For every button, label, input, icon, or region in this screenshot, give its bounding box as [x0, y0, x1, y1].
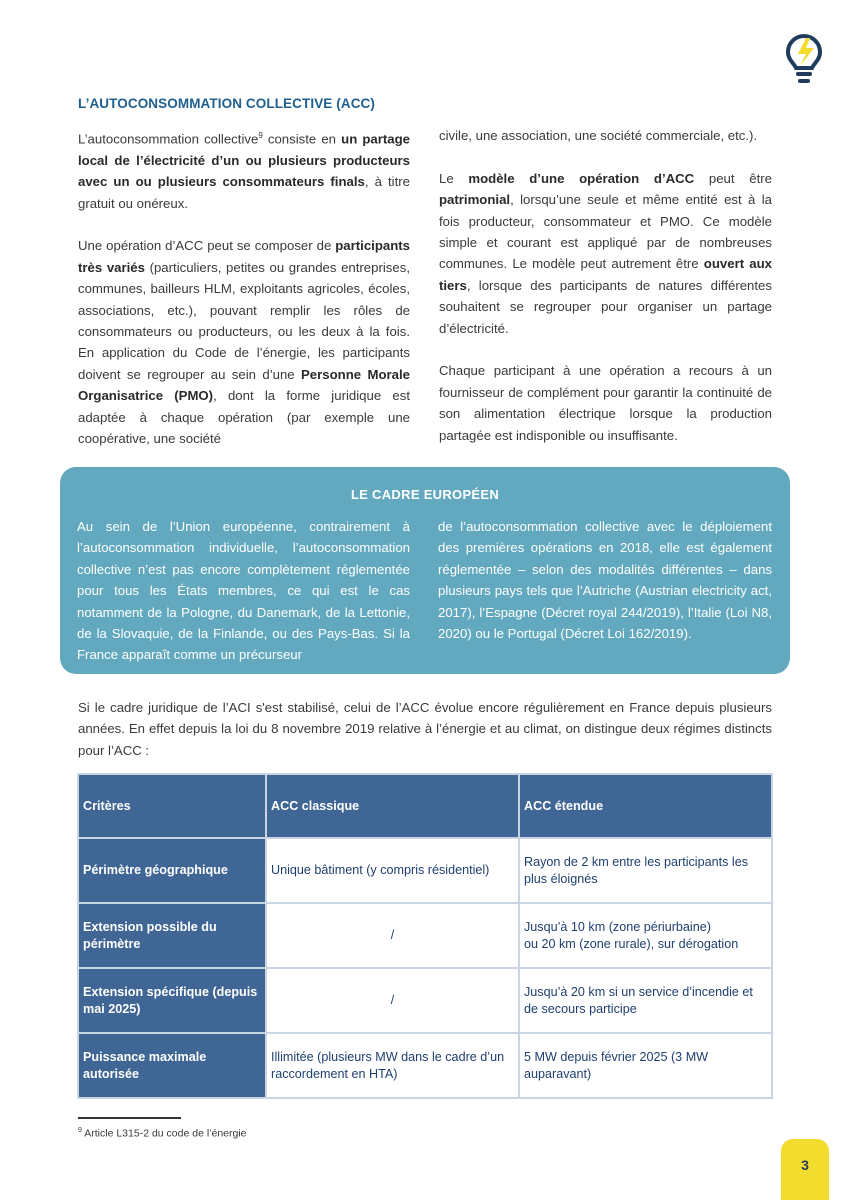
paragraph-model: [439, 168, 772, 339]
cell-acc-classique: /: [266, 903, 519, 968]
text-span: Le: [439, 170, 469, 186]
cell-acc-classique: Illimitée (plusieurs MW dans le cadre d’un raccordement en HTA): [266, 1033, 519, 1098]
header-criteria: Critères: [78, 774, 266, 838]
bold-text: patrimonial: [439, 192, 511, 208]
cell-acc-etendue: Jusqu’à 10 km (zone périurbaine) ou 20 km (zone rurale), sur dérogation: [519, 903, 772, 968]
footnote-ref[interactable]: 9: [258, 131, 263, 140]
page-number: 3: [801, 1157, 809, 1173]
page-number-tab: [781, 1139, 829, 1200]
row-criterion: Périmètre géographique: [78, 838, 266, 903]
text-span: , dont la forme juridique est adaptée à chaque opération (par exemple une coopérative, une société: [78, 388, 410, 447]
acc-comparison-table: [77, 773, 773, 1099]
header-acc-classique: ACC classique: [266, 774, 519, 838]
text-span: Une opération d’ACC peut se composer de: [78, 238, 336, 254]
eu-paragraph-right: de l’autoconsommation collective avec le déploiement des premières opérations en 2018, elle est également réglementée – selon des modalités différentes – dans plusieurs pays tels que l’Autriche (Austrian electricity act, 2017), l’Espagne (Décret royal 244/2019), l’Italie (Loi N8, 2020) ou le Portugal (Décret Loi 162/2019).: [438, 519, 772, 642]
european-framework-left-text: [77, 516, 410, 666]
cell-acc-etendue: Jusqu’à 20 km si un service d’incendie et de secours participe: [519, 968, 772, 1033]
bold-text: modèle d’une opération d’ACC: [468, 170, 695, 186]
row-criterion: Extension spécifique (depuis mai 2025): [78, 968, 266, 1033]
table-row: [78, 968, 772, 1033]
regimes-intro-paragraph: Si le cadre juridique de l’ACI s'est stabilisé, celui de l’ACC évolue encore régulièrement en France depuis plusieurs années. En effet depuis la loi du 8 novembre 2019 relative à l’énergie et au climat, on distingue deux régimes distincts pour l’ACC :: [78, 700, 772, 758]
bold-text: ouvert aux tiers: [439, 256, 772, 293]
footnote-number: 9: [78, 1127, 82, 1134]
cell-acc-classique: /: [266, 968, 519, 1033]
text-span: peut être: [694, 170, 772, 186]
bold-text: un partage local de l’électricité d’un ou plusieurs producteurs avec un ou plusieurs consommateurs finals: [78, 131, 410, 190]
text-span: , à titre gratuit ou onéreux.: [78, 174, 411, 211]
cell-acc-classique: Unique bâtiment (y compris résidentiel): [266, 838, 519, 903]
cell-acc-etendue: Rayon de 2 km entre les participants les plus éloignés: [519, 838, 772, 903]
text-span: , lorsque des participants de natures différentes souhaitent se regrouper pour organiser un partage d’électricité.: [439, 277, 772, 336]
paragraph-continuation: civile, une association, une société commerciale, etc.).: [439, 128, 758, 143]
footnote-text: Article L315-2 du code de l’énergie: [81, 1127, 247, 1140]
european-framework-right-text: [438, 516, 772, 644]
paragraph-acc-definition: [78, 125, 410, 214]
bold-text: participants très variés: [78, 238, 410, 275]
text-span: , lorsqu’une seule et même entité est à la fois producteur, consommateur et PMO. Ce modèle simple et courant est appliqué par de nombreuses communes. Le modèle peut autrement être: [439, 192, 772, 272]
row-criterion: Puissance maximale autorisée: [78, 1033, 266, 1098]
eu-paragraph-left: Au sein de l’Union européenne, contrairement à l’autoconsommation individuelle, l’autoconsommation collective n’est pas encore complètement réglementée pour tous les États membres, ce qui est le cas notamment de la Pologne, du Danemark, de la Lettonie, de la Slovaquie, de la Finlande, ou des Pays-Bas. Si la France apparaît comme un précurseur: [77, 519, 410, 663]
footnote: [78, 1127, 247, 1140]
left-column: [78, 125, 410, 449]
cell-acc-etendue: 5 MW depuis février 2025 (3 MW auparavant): [519, 1033, 772, 1098]
table-row: [78, 838, 772, 903]
lightbulb-icon: [778, 30, 830, 86]
text-span: consiste en: [262, 131, 342, 147]
text-span: L’autoconsommation collective: [78, 131, 259, 147]
paragraph-supplier: Chaque participant à une opération a recours à un fournisseur de complément pour garantir la continuité de son alimentation électrique lorsque la production partagée est indisponible ou insuffisante.: [439, 363, 772, 443]
footnote-divider: [78, 1117, 181, 1119]
european-framework-box: [60, 467, 790, 674]
table-row: [78, 903, 772, 968]
right-column: [439, 125, 772, 446]
bold-text: Personne Morale Organisatrice (PMO): [78, 366, 410, 404]
paragraph-participants: [78, 235, 410, 449]
european-framework-title: LE CADRE EUROPÉEN: [350, 487, 500, 502]
section-title: L’AUTOCONSOMMATION COLLECTIVE (ACC): [78, 96, 375, 111]
text-span: (particuliers, petites ou grandes entreprises, communes, bailleurs HLM, exploitants agricoles, écoles, associations, etc.), pouvant remplir les rôles de consommateurs ou producteurs, ou les deux à la fois. En application du Code de l’énergie, les participants doivent se regrouper au sein d’une: [78, 259, 410, 382]
header-acc-etendue: ACC étendue: [519, 774, 772, 838]
table-header-row: [78, 774, 772, 838]
row-criterion: Extension possible du périmètre: [78, 903, 266, 968]
table-row: [78, 1033, 772, 1098]
